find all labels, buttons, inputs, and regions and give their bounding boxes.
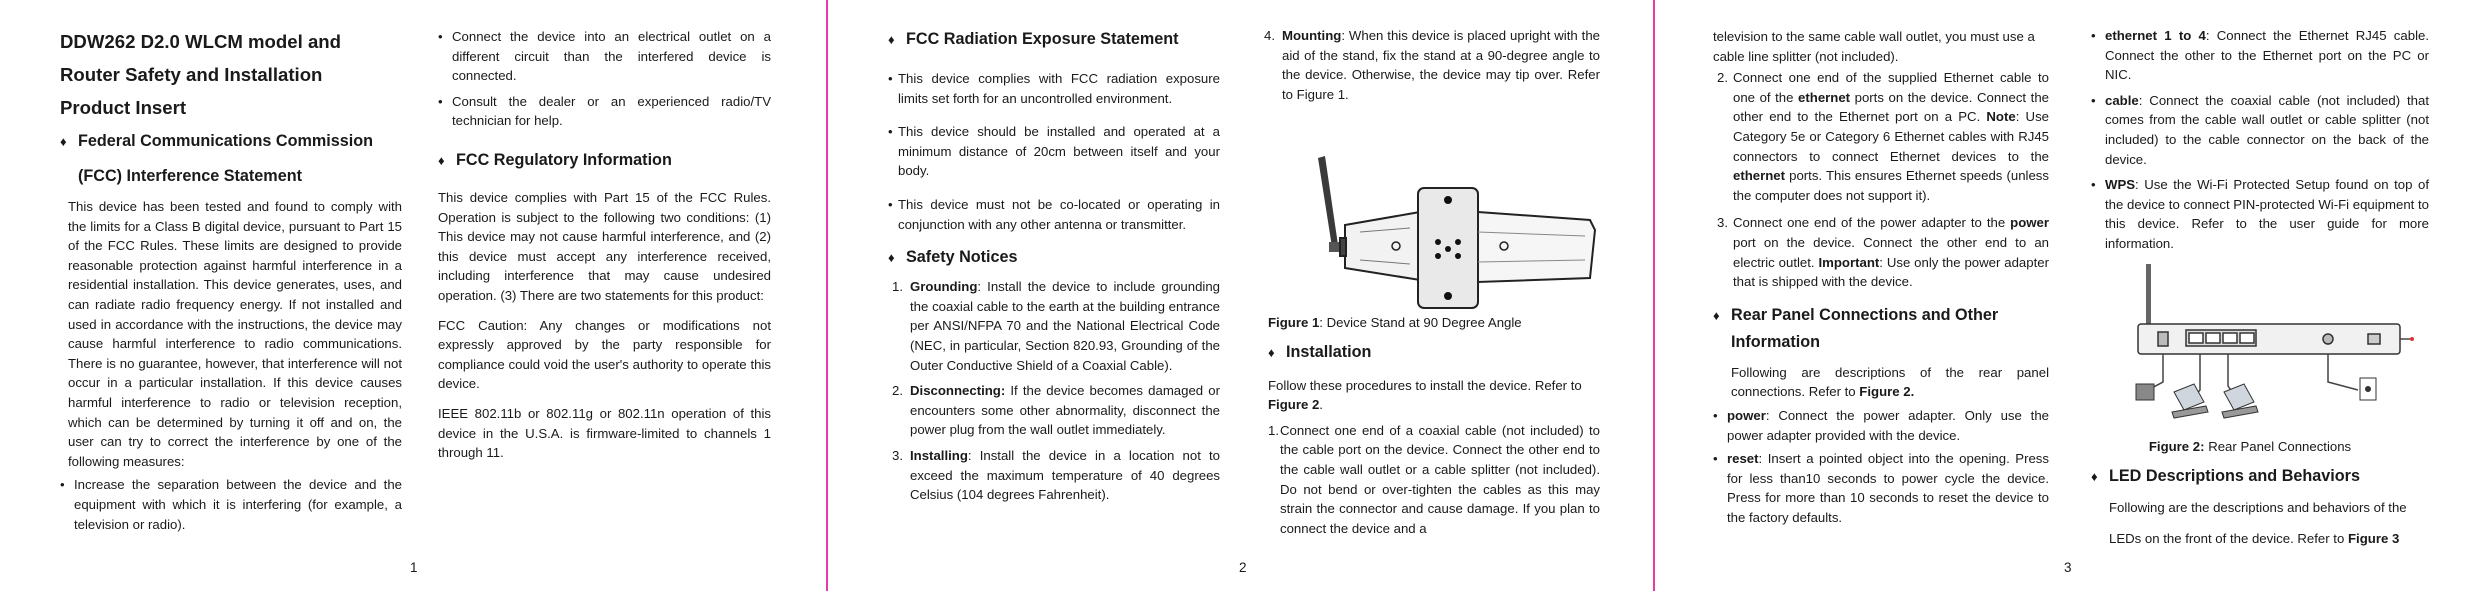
figure1-caption [1268, 313, 1600, 333]
radiation-item-2 [888, 122, 1220, 181]
installation-intro-end: . [1319, 397, 1323, 413]
led-heading-text: LED Descriptions and Behaviors [2109, 466, 2360, 485]
page1-right-column [438, 27, 771, 463]
fcc-regulatory-heading [438, 147, 771, 174]
radiation-item-1-text: This device complies with FCC radiation exposure limits set forth for an uncontrolled environment. [898, 71, 1220, 106]
diamond-bullet-icon: ♦ [888, 250, 895, 266]
safety-installing-num: 3. [892, 447, 903, 463]
bullet-outlet-text: Connect the device into an electrical outlet on a different circuit than the interfered device is connected. [452, 29, 771, 84]
install-step-1 [1268, 421, 1600, 539]
install-step-2-note: Note [1986, 109, 2016, 125]
rear-panel-heading-line2: Information [1731, 332, 1821, 351]
safety-grounding-text: : Install the device to include grounding the coaxial cable to the earth at the building entrance per ANSI/NFPA 70 and the National Electrical Code (NEC, in particular, Section 820.93, Grounding of the Outer Conductive Shield of a Coaxial Cable). [910, 279, 1220, 373]
page-divider-right [1653, 0, 1655, 591]
diamond-bullet-icon: ♦ [1268, 344, 1275, 360]
page2-right-column [1264, 26, 1600, 104]
install-step-2-ethernet-2: ethernet [1733, 168, 1786, 184]
install-step-3-important: Important [1818, 254, 1880, 270]
install-step-3-text-e: : Use only the power adapter that is shipped with the device. [1733, 254, 2049, 290]
rear-ethernet-label: ethernet 1 to 4 [2105, 28, 2206, 43]
install-step-1-text: Connect one end of a coaxial cable (not included) to the cable port on the device. Connect the other end to the cable wall outlet or a cable splitter (not included). Do not bend or over-tighten the cables as this may strain the connector and cause damage. If you plan to connect the device and a [1280, 422, 1600, 536]
install-step-2-text-g: ports. This ensures Ethernet speeds (unless the computer does not support it). [1733, 168, 2049, 203]
fcc-caution: FCC Caution: Any changes or modifications not expressly approved by the party responsible for compliance could void the user's authority to operate this device. [438, 317, 771, 392]
diamond-bullet-icon: ♦ [888, 32, 895, 47]
install-step-2-text-c: ports on the device. Connect the other end to the Ethernet port on a PC. [1733, 89, 2049, 125]
install-step-1-num: 1. [1268, 422, 1279, 438]
install-step-3-power: power [2010, 215, 2049, 231]
wps-marker [2410, 337, 2414, 341]
bullet-separation [60, 475, 402, 534]
page-divider-left [826, 0, 828, 591]
safety-mounting-num: 4. [1264, 28, 1275, 43]
page1-left-column [60, 25, 402, 534]
bullet-outlet [438, 27, 771, 86]
page3-right-column [2091, 26, 2429, 254]
rear-wps-item [2091, 175, 2429, 253]
radiation-item-3 [888, 195, 1220, 234]
device-body [1340, 188, 1595, 308]
installation-intro-figref: Figure 2 [1268, 397, 1320, 413]
installation-intro [1268, 376, 1600, 415]
safety-grounding-num: 1. [892, 279, 903, 295]
rear-reset-item [1713, 449, 2049, 527]
install-step-2-text-e: : Use Category 5e or Category 6 Ethernet cables with RJ45 connectors to connect Ethernet devices to the [1733, 109, 2049, 164]
led-heading [2091, 463, 2429, 490]
install-step-2-text-a: Connect one end of the supplied Ethernet cable to one of the [1733, 70, 2049, 105]
safety-disconnecting [892, 381, 1220, 440]
bullet-dealer [438, 92, 771, 131]
rear-ethernet-text: : Connect the Ethernet RJ45 cable. Connect the other to the Ethernet port on the PC or NIC. [2105, 28, 2429, 83]
install-step-2-num: 2. [1717, 70, 1728, 86]
rear-wps-text: : Use the Wi-Fi Protected Setup found on top of the device to connect PIN-protected Wi-Fi equipment to this device. Refer to the user guide for more information. [2105, 177, 2429, 251]
rear-cable-label: cable [2105, 92, 2139, 108]
install-step-3-num: 3. [1717, 215, 1728, 231]
wall-outlet-icon [2360, 378, 2376, 400]
rear-wps-label: WPS [2105, 177, 2136, 193]
rear-cable-item [2091, 91, 2429, 169]
router-antenna [2146, 264, 2151, 326]
page2-right-lower [1268, 313, 1600, 538]
ieee-statement: IEEE 802.11b or 802.11g or 802.11n operation of this device in the U.S.A. is firmware-limited to channels 1 through 11. [438, 405, 771, 461]
led-intro-figref: Figure 3 [2347, 531, 2400, 547]
figure2-label: Figure 2: [2148, 439, 2205, 454]
fcc-heading-line1: Federal Communications Commission [78, 132, 374, 150]
install-step-2-ethernet: ethernet [1798, 89, 1851, 105]
safety-mounting-text: : When this device is placed upright with the aid of the stand, fix the stand at a 90-degree angle to the device. Otherwise, the device may tip over. Refer to Figure 1. [1282, 28, 1600, 102]
page2-left-column [888, 26, 1220, 505]
safety-heading [888, 244, 1220, 271]
install-step-3-text-a: Connect one end of the power adapter to the [1733, 215, 2011, 231]
page-number-3: 3 [2064, 560, 2072, 575]
diamond-bullet-icon: ♦ [60, 134, 67, 149]
fcc-regulatory-body: This device complies with Part 15 of the FCC Rules. Operation is subject to the following two conditions: (1) This device may not cause harmful interference, and (2) this device must accept any interference received, including interference that may cause undesired operation. (3) There are two statements for this product: [438, 189, 771, 303]
diamond-bullet-icon: ♦ [2091, 468, 2098, 484]
figure1-label: Figure 1 [1268, 315, 1320, 330]
page3-right-lower [2091, 437, 2429, 549]
rear-power-text: : Connect the power adapter. Only use the power adapter provided with the device. [1727, 407, 2049, 443]
safety-installing [892, 446, 1220, 505]
safety-installing-text: : Install the device in a location not to exceed the maximum temperature of 40 degrees Celsius (104 degrees Fahrenheit). [910, 447, 1220, 503]
install-step-3 [1717, 213, 2049, 291]
install-step-3-text-c: port on the device. Connect the other end to an electric outlet. [1733, 234, 2049, 270]
figure2-caption [2091, 437, 2429, 457]
rear-power-item [1713, 406, 2049, 445]
document-title [60, 25, 402, 124]
page-number-1: 1 [410, 560, 418, 575]
rear-panel-intro-text: Following are descriptions of the rear panel connections. Refer to [1731, 364, 2049, 400]
rear-reset-text: : Insert a pointed object into the opening. Press for less than10 seconds to power cycle the device. Press for more than 10 seconds to reset the device to the factory defaults. [1727, 451, 2049, 525]
router-rear [2138, 324, 2400, 354]
safety-mounting-label: Mounting [1282, 28, 1342, 43]
fcc-heading-line2: (FCC) Interference Statement [78, 167, 302, 185]
fcc-heading [60, 128, 402, 189]
rear-panel-heading-line1: Rear Panel Connections and Other [1731, 305, 1999, 324]
rear-panel-heading [1713, 302, 2049, 355]
radiation-item-2-text: This device should be installed and operated at a minimum distance of 20cm between itself and your body. [898, 124, 1220, 179]
installation-heading [1268, 339, 1600, 366]
safety-grounding-label: Grounding [910, 279, 978, 295]
safety-grounding [892, 277, 1220, 375]
fcc-regulatory-heading-text: FCC Regulatory Information [456, 150, 672, 169]
safety-heading-text: Safety Notices [906, 248, 1018, 267]
rear-panel-figure [2128, 262, 2418, 437]
figure1-caption-text: : Device Stand at 90 Degree Angle [1319, 315, 1522, 330]
safety-installing-label: Installing [910, 447, 968, 463]
install-step-1-continued: television to the same cable wall outlet, you must use a cable line splitter (not included). [1713, 29, 2035, 64]
led-intro-line2 [2091, 529, 2429, 549]
led-intro-line2-text: LEDs on the front of the device. Refer to [2109, 531, 2348, 547]
title-line-3: Product Insert [60, 97, 187, 118]
antenna [1318, 156, 1341, 252]
safety-disconnecting-num: 2. [892, 383, 903, 399]
rear-panel-intro-figref: Figure 2. [1859, 384, 1915, 400]
rear-power-label: power [1727, 407, 1766, 423]
led-intro-line1: Following are the descriptions and behaviors of the [2109, 499, 2407, 515]
safety-disconnecting-text: If the device becomes damaged or encounters some other abnormality, disconnect the power plug from the wall outlet immediately. [910, 383, 1220, 438]
bullet-separation-text: Increase the separation between the device and the equipment with which it is interfering (for example, a television or radio). [74, 477, 402, 532]
rear-panel-intro [1713, 363, 2049, 402]
laptop-icons [2172, 384, 2258, 418]
safety-mounting [1264, 26, 1600, 104]
installation-heading-text: Installation [1286, 342, 1372, 361]
title-line-1: DDW262 D2.0 WLCM model and [60, 31, 342, 52]
rear-reset-label: reset [1727, 451, 1759, 467]
diamond-bullet-icon: ♦ [1713, 307, 1720, 323]
figure2-caption-text: Rear Panel Connections [2204, 439, 2352, 454]
fcc-body: This device has been tested and found to comply with the limits for a Class B digital device, pursuant to Part 15 of the FCC Rules. These limits are designed to provide reasonable protection against harmful interference in a residential installation. This device generates, uses, and can radiate radio frequency energy. If not installed and used in accordance with the instructions, the device may cause harmful interference to radio communications. There is no guarantee, however, that interference will not occur in a particular installation. If this device causes harmful interference to radio or television reception, which can be determined by turning it off and on, the user can try to correct the interference by one of the following measures: [68, 199, 402, 469]
safety-disconnecting-label: Disconnecting: [910, 383, 1006, 399]
page-number-2: 2 [1239, 560, 1247, 575]
radiation-heading [888, 26, 1220, 53]
radiation-item-3-text: This device must not be co-located or operating in conjunction with any other antenna or transmitter. [898, 196, 1220, 232]
diamond-bullet-icon: ♦ [438, 152, 445, 168]
radiation-item-1 [888, 69, 1220, 108]
radiation-heading-text: FCC Radiation Exposure Statement [906, 30, 1179, 48]
device-stand-figure [1300, 150, 1610, 310]
page3-left-column [1713, 27, 2049, 527]
installation-intro-text: Follow these procedures to install the device. Refer to [1268, 377, 1582, 393]
power-adapter-icon [2136, 384, 2154, 400]
rear-ethernet-item [2091, 26, 2429, 85]
title-line-2: Router Safety and Installation [60, 64, 323, 85]
install-step-2 [1717, 68, 2049, 205]
rear-cable-text: : Connect the coaxial cable (not included) that comes from the cable wall outlet or cable splitter (not included) to the cable connector on the back of the device. [2105, 92, 2429, 167]
bullet-dealer-text: Consult the dealer or an experienced radio/TV technician for help. [452, 93, 771, 129]
